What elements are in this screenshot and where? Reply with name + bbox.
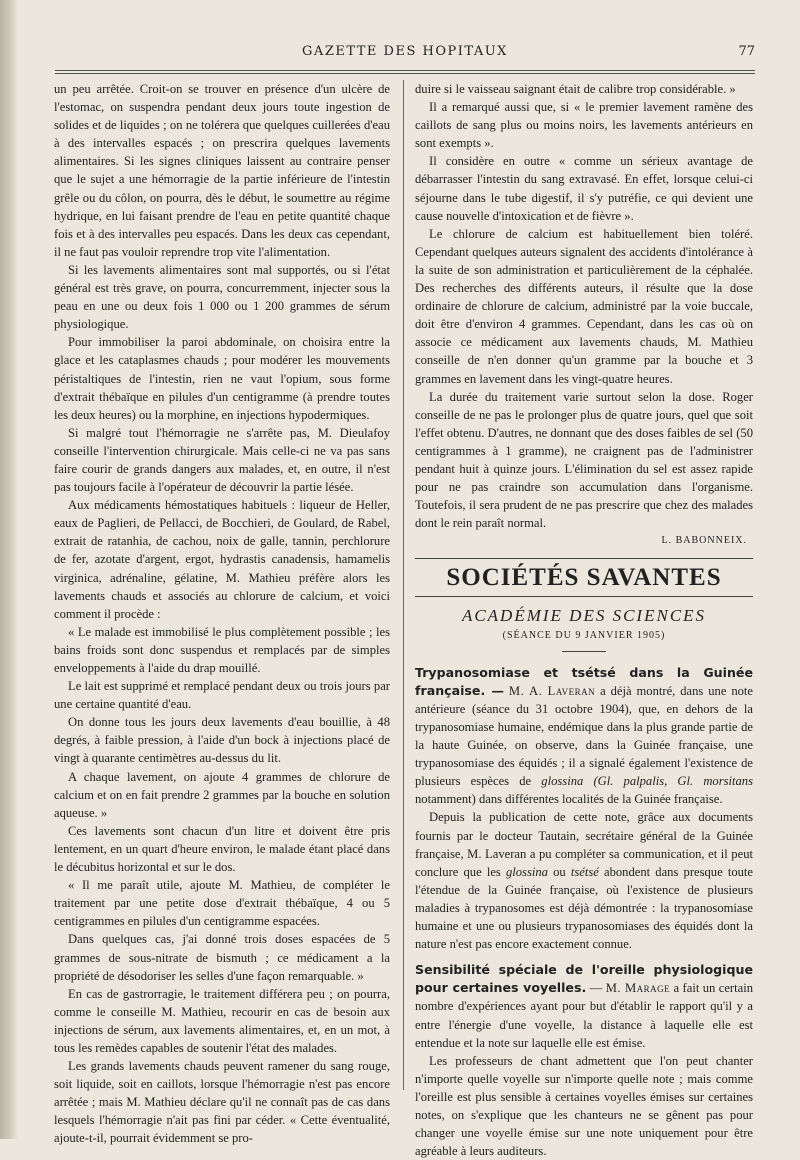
paragraph: Le chlorure de calcium est habituellement bien toléré. Cependant quelques auteurs signalent des accidents d'intolérance à la suite de son administration et particulièrement de la céphalée. Des recherches des différents auteurs, il résulte que la dose ordinaire de chlorure de calcium, administré par la voie buccale, doit être d'environ 4 grammes. Cependant, dans les cas où on associe ce médicament aux lavements chauds, M. Mathieu conseille de n'en donner qu'un gramme par la bouche et 3 grammes en lavement dans les vingt-quatre heures. [415, 226, 753, 386]
paragraph: Dans quelques cas, j'ai donné trois doses espacées de 5 grammes de sous-nitrate de bismuth ; ce médicament a la propriété de désodoriser les selles d'une façon remarquable. » [54, 932, 390, 983]
article-heading: Trypanosomiase et tsétsé dans la Guinée française. — [415, 664, 753, 698]
academy-title: ACADÉMIE DES SCIENCES [461, 605, 707, 625]
column-divider [403, 80, 404, 1090]
author-name: M. A. Laveran [508, 683, 596, 698]
session-date: (SÉANCE DU 9 JANVIER 1905) [502, 629, 666, 641]
article-voyelles [415, 961, 753, 1051]
paragraph: La durée du traitement varie surtout selon la dose. Roger conseille de ne pas le prolonger plus de quatre jours, quel que soit l'effet obtenu. D'autres, ne donnant que des doses faibles de sel (50 centigrammes à 1 gramme), ne craignent pas de l'administrer pendant huit à quinze jours. L'élimination du sel est assez rapide pour ne pas craindre son accumulation dans l'organisme. Toutefois, il sera prudent de ne pas prescrire que chez des malades dont le rein paraît normal. [415, 389, 753, 531]
header-rule [55, 70, 755, 71]
page-number: 77 [738, 44, 755, 59]
paragraph-text: abondent dans presque toute l'étendue de la Guinée française, où l'existence de plusieurs maladies à trypanosomes est déjà démontrée : la trypanosomiase humaine et une ou plusieurs trypanosomiases des équidés dont la nature n'est pas encore exactement connue. [415, 864, 754, 952]
paragraph: Aux médicaments hémostatiques habituels : liqueur de Heller, eaux de Paglieri, de Pellacci, de Bocchieri, de Goulard, de Rabel, extrait de ratanhia, de cachou, noix de galle, tannin, perchlorure de fer, azotate d'argent, ergot, hydrastis canadensis, hamamelis virginica, adrénaline, gélatine, M. Mathieu préfère alors les lavements chauds et associés au chlorure de calcium, et voici comment il procède : [54, 498, 390, 621]
species-names: glossina (Gl. palpalis, Gl. morsitans [541, 774, 754, 789]
section-rule-top [415, 558, 753, 559]
paragraph: Si malgré tout l'hémorragie ne s'arrête pas, M. Dieulafoy conseille l'intervention chirurgicale. Mais celle-ci ne va pas sans faire courir de grands dangers aux malades, et, en outre, il n'est pas toujours facile à l'opérateur de découvrir la partie lésée. [54, 425, 390, 495]
article-heading: Sensibilité spéciale de l'oreille physiologique pour certaines voyelles. [415, 962, 753, 996]
italic-term: glossina [505, 864, 548, 879]
paragraph-text: Depuis la publication de cette note, grâce aux documents fournis par le docteur Tautain, secrétaire général de la Guinée française, M. Laveran a pu compléter sa communication, et il peut conclure que les [415, 810, 753, 879]
paragraph-text: a déjà montré, dans une note antérieure (séance du 31 octobre 1904), que, en dehors de la trypanosomiase humaine, endémique dans la plus grande partie de la haute Guinée, on observe, dans la Guinée française, une trypanosomiase des équidés ; il a signalé également l'existence de plusieurs espèces de [415, 683, 753, 789]
paragraph: Pour immobiliser la paroi abdominale, on choisira entre la glace et les cataplasmes chauds ; pour modérer les mouvements péristaltiques de l'intestin, rien ne vaut l'opium, sous forme d'extrait thébaïque en pilules d'un centigramme (à prendre toutes les deux heures) ou la morphine, en injections hypodermiques. [54, 335, 390, 422]
page-header [55, 44, 755, 66]
paragraph [415, 808, 753, 953]
paragraph-text: notamment) dans différentes localités de la Guinée française. [415, 792, 723, 807]
paragraph-text: ou [547, 864, 571, 879]
author-name: M. Marage [605, 981, 671, 996]
section-rule-bottom [415, 596, 753, 597]
journal-title: GAZETTE DES HOPITAUX [302, 44, 508, 59]
section-title: SOCIÉTÉS SAVANTES [446, 564, 722, 592]
short-rule [562, 651, 606, 652]
paragraph: « Le malade est immobilisé le plus complètement possible ; les bains froids sont donc suspendus et remplacés par de simples enveloppements à l'aide du drap mouillé. [54, 624, 390, 675]
dash: — [586, 981, 606, 996]
paragraph: Ces lavements sont chacun d'un litre et doivent être pris lentement, en un quart d'heure environ, le malade étant placé dans le décubitus horizontal et sur le dos. [54, 823, 390, 875]
paragraph: A chaque lavement, on ajoute 4 grammes de chlorure de calcium et on en fait prendre 2 grammes par la bouche en solution aqueuse. » [54, 769, 390, 820]
spacer [415, 953, 753, 961]
author-signature: L. BABONNEIX. [661, 535, 747, 547]
header-rule-double [55, 73, 755, 74]
paragraph: « Il me paraît utile, ajoute M. Mathieu, de compléter le traitement par une petite dose d'extrait thébaïque, 4 ou 5 centigrammes en pilules d'un centigramme espacées. [54, 878, 390, 929]
paragraph: En cas de gastrorragie, le traitement différera peu ; on pourra, comme le conseille M. Mathieu, recourir en cas de besoin aux injections de sérum, aux lavements alimentaires, et, en un mot, à tous les remèdes capables de soutenir l'état des malades. [54, 986, 390, 1055]
paragraph: Le lait est supprimé et remplacé pendant deux ou trois jours par une certaine quantité d'eau. [54, 679, 390, 712]
paragraph: Les professeurs de chant admettent que l'on peut chanter n'importe quelle voyelle sur n'importe quelle note ; mais comme l'oreille est plus sensible à certaines voyelles émises sur certaines notes, on s'explique que les chanteurs ne se gênent pas pour changer une voyelle émise sur une note uniquement pour être agréable à leurs auditeurs. [415, 1053, 753, 1159]
paragraph: un peu arrêtée. Croit-on se trouver en présence d'un ulcère de l'estomac, on suspendra pendant deux jours toute ingestion de solides et de liquides ; on ne tolérera que quelques cuillerées d'eau à des intervalles espacés ; on prescrira quelques lavements alimentaires. Si les signes cliniques laissent au contraire penser que le sujet a une hémorragie de la partie inférieure de l'intestin grêle ou du côlon, on pourra, dès le début, le soumettre au régime hydrique, en lui faisant prendre de l'eau en petite quantité chaque fois et à des intervalles peu espacés. Dans les deux cas cependant, il ne faut pas vouloir reprendre trop vite l'alimentation. [54, 82, 390, 259]
paragraph: duire si le vaisseau saignant était de calibre trop considérable. » [415, 82, 736, 96]
paragraph: On donne tous les jours deux lavements d'eau bouillie, à 48 degrés, à faible pression, à l'aide d'un bock à injections placé de vingt à quarante centimètres au-dessus du lit. [54, 715, 390, 766]
paragraph-text: a fait un certain nombre d'expériences ayant pour but d'établir le rapport qu'il y a entre l'énergie d'une voyelle, la distance à laquelle elle est entendue et la note sur laquelle elle est émise. [415, 981, 753, 1050]
paragraph: Les grands lavements chauds peuvent ramener du sang rouge, soit liquide, soit en caillots, lorsque l'hémorragie n'est pas encore arrêtée ; mais M. Mathieu déclare qu'il ne connaît pas de cas dans lesquels l'hémorragie n'ait pas fini par céder. « Cette éventualité, ajoute-t-il, pourrait évidemment se pro- [54, 1059, 390, 1146]
italic-term: tsétsé [570, 864, 599, 879]
paragraph: Il considère en outre « comme un sérieux avantage de débarrasser l'intestin du sang extravasé. En effet, lorsque celui-ci séjourne dans le tube digestif, il s'y putréfie, ce qui devient une cause nouvelle d'intoxication et de fièvre ». [415, 154, 753, 223]
article-trypanosomiase [415, 664, 753, 809]
right-column [415, 80, 753, 1160]
paragraph: Si les lavements alimentaires sont mal supportés, ou si l'état général est très grave, on pourra, concurremment, injecter sous la peau en une ou deux fois 1 000 ou 1 200 grammes de sérum physiologique. [54, 262, 390, 332]
binding-shadow [0, 0, 18, 1139]
paragraph: Il a remarqué aussi que, si « le premier lavement ramène des caillots de sang plus ou moins noirs, les lavements antérieurs en sont exempts ». [415, 100, 753, 151]
left-column [54, 80, 390, 1148]
